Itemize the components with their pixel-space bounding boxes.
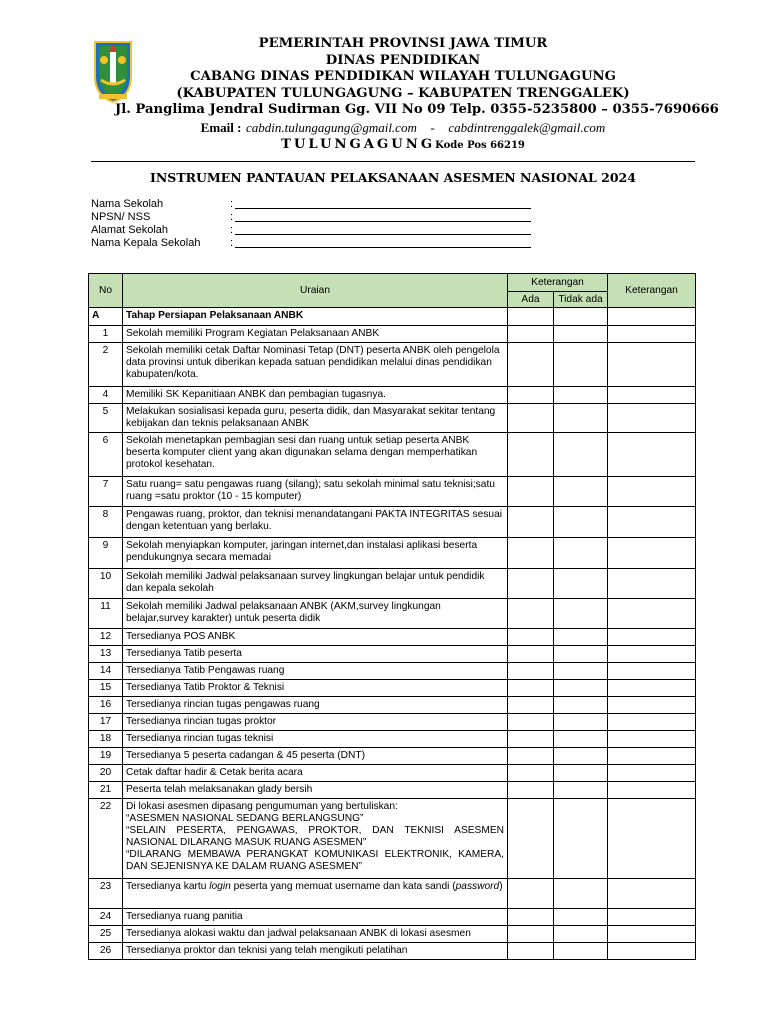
row-uraian: Tersedianya ruang panitia (123, 909, 508, 926)
section-row (89, 308, 696, 326)
row-uraian: Tersedianya rincian tugas teknisi (123, 731, 508, 748)
table-row (89, 599, 696, 629)
field-label: NPSN/ NSS (91, 211, 151, 223)
document-title: INSTRUMEN PANTAUAN PELAKSANAAN ASESMEN NASIONAL 2024 (150, 170, 636, 185)
row-no: 23 (89, 879, 123, 909)
field-colon: : (230, 224, 234, 236)
section-title: Tahap Persiapan Pelaksanaan ANBK (123, 308, 508, 326)
tidak-ada-cell[interactable] (554, 477, 608, 507)
fill-in-line[interactable] (235, 247, 531, 248)
row-no: 19 (89, 748, 123, 765)
announcement-line-2: “SELAIN PESERTA, PENGAWAS, PROKTOR, DAN TEKNISI ASESMEN NASIONAL DILARANG MASUK RUANG ASESMEN” (126, 825, 504, 848)
row-uraian: Tersedianya proktor dan teknisi yang telah mengikuti pelatihan (123, 943, 508, 960)
col-header-keterangan: Keterangan (608, 274, 696, 308)
row-uraian: Tersedianya Tatib Proktor & Teknisi (123, 680, 508, 697)
row-uraian: Tersedianya POS ANBK (123, 629, 508, 646)
field-colon: : (230, 198, 234, 210)
text-password: password (455, 881, 500, 892)
row-uraian: Sekolah menetapkan pembagian sesi dan ruang untuk setiap peserta ANBK beserta komputer client yang akan digunakan selama dengan memperhatikan protokol kesehatan. (123, 433, 508, 477)
ada-cell[interactable] (508, 569, 554, 599)
tidak-ada-cell[interactable] (554, 326, 608, 343)
table-row (89, 646, 696, 663)
keterangan-cell[interactable] (608, 909, 696, 926)
table-row (89, 714, 696, 731)
announcement-line-3: “DILARANG MEMBAWA PERANGKAT KOMUNIKASI ELEKTRONIK, KAMERA, DAN SEJENISNYA KE DALAM RUANG ASESMEN” (126, 849, 504, 872)
header-regencies: (KABUPATEN TULUNGAGUNG – KABUPATEN TRENGGALEK) (176, 86, 630, 101)
ada-cell[interactable] (508, 387, 554, 404)
fill-in-line[interactable] (235, 234, 531, 235)
keterangan-cell[interactable] (608, 308, 696, 326)
row-uraian: Tersedianya 5 peserta cadangan & 45 peserta (DNT) (123, 748, 508, 765)
field-label: Nama Kepala Sekolah (91, 237, 201, 249)
email-separator: - (430, 120, 435, 135)
header-divider (91, 161, 695, 162)
tidak-ada-cell[interactable] (554, 599, 608, 629)
tidak-ada-cell[interactable] (554, 629, 608, 646)
row-uraian: Sekolah memiliki Program Kegiatan Pelaksanaan ANBK (123, 326, 508, 343)
row-uraian: Sekolah menyiapkan komputer, jaringan internet,dan instalasi aplikasi beserta pendukungnya secara memadai (123, 538, 508, 569)
ada-cell[interactable] (508, 879, 554, 909)
row-no: 21 (89, 782, 123, 799)
table-row (89, 507, 696, 538)
row-no: 24 (89, 909, 123, 926)
keterangan-cell[interactable] (608, 404, 696, 433)
keterangan-cell[interactable] (608, 697, 696, 714)
row-uraian: Tersedianya rincian tugas proktor (123, 714, 508, 731)
tidak-ada-cell[interactable] (554, 943, 608, 960)
keterangan-cell[interactable] (608, 663, 696, 680)
ada-cell[interactable] (508, 799, 554, 879)
keterangan-cell[interactable] (608, 765, 696, 782)
tidak-ada-cell[interactable] (554, 765, 608, 782)
ada-cell[interactable] (508, 646, 554, 663)
table-row (89, 404, 696, 433)
table-row (89, 680, 696, 697)
tidak-ada-cell[interactable] (554, 308, 608, 326)
tidak-ada-cell[interactable] (554, 433, 608, 477)
keterangan-cell[interactable] (608, 879, 696, 909)
ada-cell[interactable] (508, 433, 554, 477)
text-login: login (209, 881, 231, 892)
fill-in-line[interactable] (235, 221, 531, 222)
keterangan-cell[interactable] (608, 629, 696, 646)
keterangan-cell[interactable] (608, 538, 696, 569)
ada-cell[interactable] (508, 697, 554, 714)
row-uraian: Tersedianya Tatib peserta (123, 646, 508, 663)
tidak-ada-cell[interactable] (554, 387, 608, 404)
row-no: 12 (89, 629, 123, 646)
header-branch: CABANG DINAS PENDIDIKAN WILAYAH TULUNGAGUNG (190, 69, 616, 84)
row-uraian: Peserta telah melaksanakan glady bersih (123, 782, 508, 799)
field-label: Nama Sekolah (91, 198, 164, 210)
table-row (89, 943, 696, 960)
keterangan-cell[interactable] (608, 326, 696, 343)
field-npsn (91, 211, 234, 224)
email-trenggalek: cabdintrenggalek@gmail.com (448, 120, 606, 135)
row-no: 11 (89, 599, 123, 629)
row-uraian (123, 799, 508, 879)
ada-cell[interactable] (508, 404, 554, 433)
row-no: 6 (89, 433, 123, 477)
section-letter: A (89, 308, 123, 326)
text-part: peserta yang memuat username dan kata sandi ( (230, 881, 456, 892)
keterangan-cell[interactable] (608, 680, 696, 697)
email-label: Email : (200, 120, 242, 135)
field-alamat-sekolah (91, 224, 234, 237)
table-row (89, 731, 696, 748)
keterangan-cell[interactable] (608, 782, 696, 799)
table-row (89, 569, 696, 599)
row-no: 15 (89, 680, 123, 697)
keterangan-cell[interactable] (608, 943, 696, 960)
row-no: 10 (89, 569, 123, 599)
ada-cell[interactable] (508, 343, 554, 387)
col-header-keterangan-group: Keterangan (508, 274, 608, 292)
ada-cell[interactable] (508, 629, 554, 646)
row-uraian: Memiliki SK Kepanitiaan ANBK dan pembagian tugasnya. (123, 387, 508, 404)
row-no: 25 (89, 926, 123, 943)
ada-cell[interactable] (508, 714, 554, 731)
header-agency: DINAS PENDIDIKAN (325, 53, 481, 68)
keterangan-cell[interactable] (608, 748, 696, 765)
row-uraian: Melakukan sosialisasi kepada guru, peserta didik, dan Masyarakat sekitar tentang kebijakan dan teknis pelaksanaan ANBK (123, 404, 508, 433)
header-government: PEMERINTAH PROVINSI JAWA TIMUR (258, 36, 548, 51)
ada-cell[interactable] (508, 909, 554, 926)
tidak-ada-cell[interactable] (554, 343, 608, 387)
row-uraian: Sekolah memiliki cetak Daftar Nominasi Tetap (DNT) peserta ANBK oleh pengelola data provinsi untuk diberikan kepada satuan pendidikan melalui dinas pendidikan kabupaten/kota. (123, 343, 508, 387)
field-nama-kepala-sekolah (91, 237, 234, 250)
row-no: 26 (89, 943, 123, 960)
row-no: 17 (89, 714, 123, 731)
text-part: Tersedianya kartu (126, 881, 210, 892)
row-no: 22 (89, 799, 123, 879)
row-no: 5 (89, 404, 123, 433)
col-header-uraian: Uraian (123, 274, 508, 308)
row-no: 2 (89, 343, 123, 387)
row-uraian: Pengawas ruang, proktor, dan teknisi menandatangani PAKTA INTEGRITAS sesuai dengan ketentuan yang berlaku. (123, 507, 508, 538)
col-header-tidak-ada: Tidak ada (554, 292, 608, 308)
row-no: 4 (89, 387, 123, 404)
ada-cell[interactable] (508, 599, 554, 629)
table-row (89, 926, 696, 943)
keterangan-cell[interactable] (608, 343, 696, 387)
row-no: 16 (89, 697, 123, 714)
tidak-ada-cell[interactable] (554, 731, 608, 748)
table-row (89, 387, 696, 404)
row-uraian (123, 879, 508, 909)
keterangan-cell[interactable] (608, 569, 696, 599)
tidak-ada-cell[interactable] (554, 799, 608, 879)
field-colon: : (230, 211, 234, 223)
table-row (89, 629, 696, 646)
keterangan-cell[interactable] (608, 646, 696, 663)
tidak-ada-cell[interactable] (554, 748, 608, 765)
ada-cell[interactable] (508, 943, 554, 960)
ada-cell[interactable] (508, 731, 554, 748)
table-row (89, 538, 696, 569)
keterangan-cell[interactable] (608, 387, 696, 404)
table-row (89, 782, 696, 799)
table-row (89, 343, 696, 387)
header-address: Jl. Panglima Jendral Sudirman Gg. VII No 09 Telp. 0355-5235800 – 0355-7690666 (115, 102, 719, 117)
table-row (89, 433, 696, 477)
ada-cell[interactable] (508, 326, 554, 343)
ada-cell[interactable] (508, 663, 554, 680)
col-header-no: No (89, 274, 123, 308)
tidak-ada-cell[interactable] (554, 538, 608, 569)
tidak-ada-cell[interactable] (554, 646, 608, 663)
row-uraian: Cetak daftar hadir & Cetak berita acara (123, 765, 508, 782)
col-header-ada: Ada (508, 292, 554, 308)
keterangan-cell[interactable] (608, 507, 696, 538)
keterangan-cell[interactable] (608, 433, 696, 477)
ada-cell[interactable] (508, 782, 554, 799)
keterangan-cell[interactable] (608, 799, 696, 879)
keterangan-cell[interactable] (608, 599, 696, 629)
row-no: 1 (89, 326, 123, 343)
keterangan-cell[interactable] (608, 926, 696, 943)
city-name: TULUNGAGUNG (281, 137, 436, 152)
announcement-intro: Di lokasi asesmen dipasang pengumuman yang bertuliskan: (126, 801, 398, 812)
row-uraian: Sekolah memiliki Jadwal pelaksanaan ANBK (AKM,survey lingkungan belajar,survey karakter) untuk peserta didik (123, 599, 508, 629)
tidak-ada-cell[interactable] (554, 663, 608, 680)
table-row (89, 697, 696, 714)
tidak-ada-cell[interactable] (554, 697, 608, 714)
ada-cell[interactable] (508, 680, 554, 697)
row-no: 14 (89, 663, 123, 680)
table-row (89, 765, 696, 782)
row-uraian: Tersedianya Tatib Pengawas ruang (123, 663, 508, 680)
table-row (89, 799, 696, 879)
checklist-table (88, 273, 696, 960)
keterangan-cell[interactable] (608, 731, 696, 748)
keterangan-cell[interactable] (608, 477, 696, 507)
email-tulungagung: cabdin.tulungagung@gmail.com (246, 120, 417, 135)
tidak-ada-cell[interactable] (554, 507, 608, 538)
table-row (89, 909, 696, 926)
tidak-ada-cell[interactable] (554, 909, 608, 926)
field-label: Alamat Sekolah (91, 224, 169, 236)
tidak-ada-cell[interactable] (554, 404, 608, 433)
table-row (89, 879, 696, 909)
row-uraian: Tersedianya alokasi waktu dan jadwal pelaksanaan ANBK di lokasi asesmen (123, 926, 508, 943)
tidak-ada-cell[interactable] (554, 926, 608, 943)
row-no: 8 (89, 507, 123, 538)
keterangan-cell[interactable] (608, 714, 696, 731)
tidak-ada-cell[interactable] (554, 569, 608, 599)
row-uraian: Sekolah memiliki Jadwal pelaksanaan survey lingkungan belajar untuk pendidik dan kepala sekolah (123, 569, 508, 599)
row-no: 9 (89, 538, 123, 569)
row-no: 20 (89, 765, 123, 782)
row-no: 7 (89, 477, 123, 507)
row-uraian: Satu ruang= satu pengawas ruang (silang); satu sekolah minimal satu teknisi;satu ruang =satu proktor (10 - 15 komputer) (123, 477, 508, 507)
postal-code: Kode Pos 66219 (435, 140, 525, 151)
ada-cell[interactable] (508, 538, 554, 569)
table-row (89, 477, 696, 507)
table-row (89, 748, 696, 765)
tidak-ada-cell[interactable] (554, 879, 608, 909)
row-uraian: Tersedianya rincian tugas pengawas ruang (123, 697, 508, 714)
tidak-ada-cell[interactable] (554, 714, 608, 731)
ada-cell[interactable] (508, 507, 554, 538)
text-part: ) (499, 881, 503, 892)
ada-cell[interactable] (508, 308, 554, 326)
tidak-ada-cell[interactable] (554, 782, 608, 799)
ada-cell[interactable] (508, 748, 554, 765)
field-nama-sekolah (91, 198, 234, 211)
announcement-line-1: “ASESMEN NASIONAL SEDANG BERLANGSUNG” (126, 813, 364, 824)
row-no: 18 (89, 731, 123, 748)
ada-cell[interactable] (508, 926, 554, 943)
field-colon: : (230, 237, 234, 249)
fill-in-line[interactable] (235, 208, 531, 209)
ada-cell[interactable] (508, 477, 554, 507)
tidak-ada-cell[interactable] (554, 680, 608, 697)
table-row (89, 663, 696, 680)
row-no: 13 (89, 646, 123, 663)
ada-cell[interactable] (508, 765, 554, 782)
header-city-line (115, 136, 691, 155)
table-row (89, 326, 696, 343)
